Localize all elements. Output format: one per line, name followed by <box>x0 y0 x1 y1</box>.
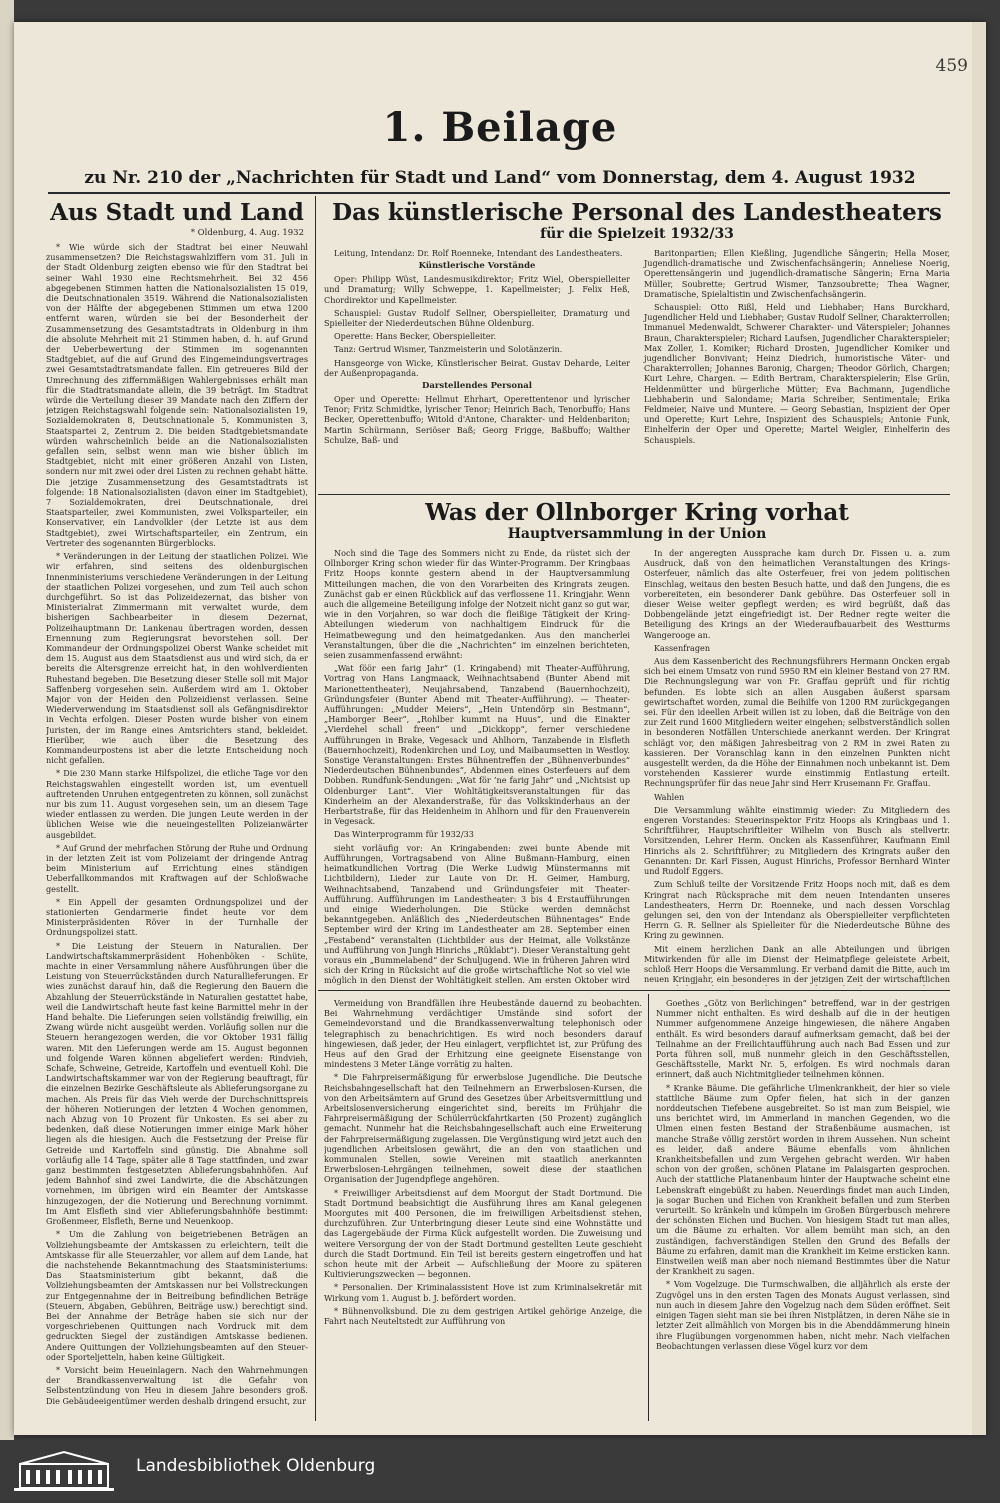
section-heading: Aus Stadt und Land <box>50 200 304 226</box>
article-paragraph: In der angeregten Aussprache kam durch Dr. Fissen u. a. zum Ausdruck, daß von den heimatlichen Veranstaltungen des Krings-Osterfeuer, nämlich das alte Osterfeuer, frei von jedem politischen Einschlag, weitaus den besten Besuch hatte, und daß den Jungens, die es vorbereiteten, ein besonderer Dank gebühre. Das Osterfeuer soll in dieser Weise weiter gepflegt werden; es wird begrüßt, daß das Dobbengelände jetzt eingefriedigt ist. Der Redner regte weiter die Beteiligung des Krings an der Wiederaufbauarbeit des Westturms Wangerooge an. <box>644 548 950 640</box>
article-body <box>46 242 308 1406</box>
article-heading: Was der Ollnborger Kring vorhat <box>425 500 849 526</box>
article-paragraph: Baritonpartien; Ellen Kießling, Jugendliche Sängerin; Hella Moser, Jugendlich-dramatische und Zwischenfachsängerin; Anneliese Noerig, Operettensängerin und jugendlich-dramatische Sängerin; Erna Maria Müller, Soubrette; Gertrud Wismer, Tanzsoubrette; Thea Wagner, Dramatische, Spielaltistin und Zwischenfachsängerin. <box>644 248 950 299</box>
section-subheading: Darstellendes Personal <box>421 381 533 392</box>
article-right-column <box>644 248 950 448</box>
article-body <box>324 998 642 1326</box>
article-left-column <box>324 548 630 986</box>
article-landestheater <box>324 200 950 492</box>
article-paragraph: Oper und Operette: Hellmut Ehrhart, Operettentenor und lyrischer Tenor; Fritz Schmidtke, lyrischer Tenor; Heinrich Bach, Tenorbuffo; Hans Becker, Operettenbuffo; Witold d'Antone, Charakter- und Heldenbariton; Martin Schürmann, Seriöser Baß; Georg Frigge, Baßbuffo; Walther Schulze, Baß- und <box>324 394 630 445</box>
article-ollnborger-kring <box>324 500 950 986</box>
page-fold-edge <box>972 22 986 1435</box>
viewer-footer <box>0 1440 1000 1503</box>
article-paragraph: Noch sind die Tage des Sommers nicht zu Ende, da rüstet sich der Ollnborger Kring schon wieder für das Winter-Programm. Der Kringbaas Fritz Hoops konnte gestern abend in der Hauptversammlung Mitteilungen machen, die von den Vorarbeiten des Kringrats zeugen. Zunächst gab er einen Rückblick auf das verflossene 11. Kringjahr. Wenn auch die allgemeine Beteiligung infolge der Notzeit nicht ganz so gut war, wie in den Vorjahren, so war doch die fleißige Tätigkeit der Kring-Abteilungen wiederum von nachhaltigem Eindruck für die Heimatbewegung und den heimatgedanken. Aus den mancherlei Veranstaltungen, über die die „Nachrichten“ im einzelnen berichteten, seien zusammenfassend erwähnt: <box>324 548 630 661</box>
column-rule-right <box>648 994 649 1421</box>
article-paragraph: * Freiwilliger Arbeitsdienst auf dem Moorgut der Stadt Dortmund. Die Stadt Dortmund beabsichtigt die Ausführung ihres am Kanal gelegenen Moorgutes mit 400 Personen, die im freiwilligen Arbeitsdienst stehen, durchzuführen. Zur Unterbringung dieser Leute sind eine Wohnstätte und das Lagergebäude der Firma Kück aufgestellt worden. Die Zuweisung und weitere Versorgung der von der Stadt Dortmund gestellten Leute geschieht durch die Stadt Dortmund. Ein Teil ist bereits gestern eingetroffen und hat schon heute mit der Arbeit — Aufschließung der Moore zu späteren Kultivierungszwecken — begonnen. <box>324 1187 642 1280</box>
article-paragraph: * Veränderungen in der Leitung der staatlichen Polizei. Wie wir erfahren, sind seitens des oldenburgischen Innenministeriums verschiedene Veränderungen in der Leitung der staatlichen Polizei vorgesehen, und zum Teil auch schon durchgeführt. So ist das Polizeidezernat, das bisher von Ministerialrat Zimmermann mit verwaltet wurde, dem bisherigen Sachbearbeiter in diesem Dezernat, Polizeihauptmann Dr. Lankenau übertragen worden, dessen Ernennung zum Regierungsrat bevorstehen soll. Der Kommandeur der Ordnungspolizei Oberst Wanke scheidet mit dem 15. August aus dem Staatsdienst aus und wird sich, da er bereits die Altersgrenze erreicht hat, in den wohlverdienten Ruhestand begeben. Die Besetzung dieser Stelle soll mit Major Saffenberg vorgesehen sein. Außerdem wird am 1. Oktober Major von der Heiden den Polizeidienst verlassen. Seine Wiederverwendung im Staatsdienst soll als Gefängnisdirektor in Vechta erfolgen. Dieser Posten wurde bisher von einem Juristen, der im Range eines Amtsrichters stand, bekleidet. Hierüber, wie auch über die Besetzung des Kommandeurpostens ist aber die letzte Entscheidung noch nicht gefallen. <box>46 551 308 766</box>
article-paragraph: Schauspiel: Gustav Rudolf Sellner, Oberspielleiter, Dramaturg und Spielleiter der Niederdeutschen Bühne Oldenburg. <box>324 307 630 329</box>
article-subheading: für die Spielzeit 1932/33 <box>540 226 734 242</box>
article-body <box>656 998 950 1351</box>
article-subheading: Hauptversammlung in der Union <box>507 526 767 542</box>
article-paragraph: „Wat föör een farig Jahr“ (1. Kringabend) mit Theater-Aufführung, Vortrag von Hans Langmaack, Weihnachtsabend (Bunter Abend mit Marionettentheater), Neujahrsabend, Tanzabend (Bauernhochzeit), Gründungsfeier (Bunter Abend mit Theater-Aufführung). — Theater-Aufführungen: „Mudder Meiers“, „Hein Untendörp sin Bestmann“, „Hamborger Beer“, „Rohlber kummt na Huus“, und die Einakter „Vierdehel schall freen“ und „Dickkopp“, ferner verschiedene Aufführungen in Brake, Vegesack und Ahlhorn, Tanzabende in Elsfleth (Bauernhochzeit), Rodenkirchen und Loy, und Maibaumsetten in Westloy. Sonstige Veranstaltungen: Erstes Bühnentreffen der „Bühnenverbundes“ Niederdeutschen Bühnenbundes“, Abdenmen eines Osterfeuers auf dem Dobben. Rundfunk-Sendungen: „Wat för ’ne farig Jahr“ und „Nichtsist up Oldenburger Lant“. Vier Wohltätigkeitsveranstaltungen für das Kinderheim an der Alexanderstraße, für das Volkskinderhaus an der Herbartstraße, für das Heidenheim in Ahlhorn und für den Frauenverein in Vegesack. <box>324 663 630 827</box>
article-paragraph: Vermeidung von Brandfällen ihre Heubestände dauernd zu beobachten. Bei Wahrnehmung verdächtiger Umstände sind sofort der Gemeindevorstand und die Brandkassenverwaltung telephonisch oder telegraphisch zu benachrichtigen. Es wird noch besonders darauf hingewiesen, daß jeder, der Heu einlagert, verpflichtet ist, zur Prüfung des Heus auf den Grad der Erhitzung eine geeignete Eisenstange von mindestens 3 Meter Länge vorrätig zu halten. <box>324 998 642 1070</box>
article-paragraph: * Die Leistung der Steuern in Naturalien. Der Landwirtschaftskammerpräsident Hohenböken - Schüte, machte in einer Versammlung nähere Ausführungen über die Leistung von Steuerrückständen durch Naturallieferungen. Er wies zunächst darauf hin, daß die Regierung den Bauern die Abzahlung der Steuerrückstände in Naturalien gestattet habe, weil die Landwirtschaft heute fast keine Barmittel mehr in der Hand behalte. Die Lieferungen seien vollständig freiwillig, ein Zwang würde nicht ausgeübt werden. Vorläufig sollen nur die Steuern herangezogen werden, die vor Oktober 1931 fällig waren. Mit den Lieferungen werde am 15. August begonnen und folgende Waren können abgeliefert werden: Rindvieh, Schafe, Schweine, Getreide, Kartoffeln und eventuell Kohl. Die Landwirtschaftskammer war von der Regierung beauftragt, für die einzelnen Bezirke Geschäftsleute als Ablieferungsorgane zu machen. Als Preis für das Vieh werde der Durchschnittspreis der höheren Notierungen der letzten 4 Wochen genommen, nach Abzug von 10 Prozent für Unkosten. Es sei aber zu bedenken, daß diese Notierungen immer einige Mark höher liegen als die hiesigen. Auch die Festsetzung der Preise für Getreide und Kartoffeln sind günstig. Die Abnahme soll vorläufig alle 14 Tage, später alle 8 Tage stattfinden, und zwar ganz bestimmten festgesetzten Ablieferungsbahnhöfen. Auf jedem Bahnhof sind zwei Landwirte, die die Abschätzungen vornehmen, im übrigen wird ein Beamter der Amtskasse hinzugezogen, der die Notierung und Berechnung vornimmt. Im Amt Elsfleth sind vier Ablieferungsbahnhöfe bestimmt: Großenmeer, Elsfleth, Berne und Neuenkoop. <box>46 940 308 1227</box>
article-heading: Das künstlerische Personal des Landestheaters <box>332 200 942 226</box>
article-paragraph: Die Versammlung wählte einstimmig wieder: Zu Mitgliedern des engeren Vorstandes: Steuerinspektor Fritz Hoops als Kringbaas und 1. Schriftführer, Hauptschriftleiter Wilhelm von Busch als stellvertr. Vorsitzenden, Lehrer Herm. Oncken als Kassenführer, Kaufmann Emil Hinrichs als 2. Schriftführer; zu Mitgliedern des Kringrats außer den Genannten: Dr. Karl Fissen, August Hinrichs, Professor Bernhard Winter und Rudolf Eggers. <box>644 804 950 877</box>
column-aus-stadt-und-land <box>46 200 308 1422</box>
article-paragraph: * Kranke Bäume. Die gefährliche Ulmenkrankheit, der hier so viele stattliche Bäume zum Opfer fielen, hat sich in der ganzen norddeutschen Tiefebene ausgebreitet. So ist man zum Beispiel, wie uns berichtet wird, im Ammerland in manchen Gegenden, wo die Ulmen einen festen Bestand der Straßenbäume ausmachen, ist manche Straße völlig zerstört worden in ihrem Aussehen. Nun scheint es leider, daß andere Bäume ebenfalls vom ähnlichen Krankheitsbefallen und zum Vergehen gebracht werden. Wir haben schon von der großen, schönen Platane im Palaisgarten gesprochen. Auch der stattliche Platanenbaum hinter der Hauptwache scheint eine Lebenskraft eingebüßt zu haben. Neuerdings findet man auch Linden, ja sogar Buchen und Eichen von Krankheit befallen und zum Sterben verurteilt. So kränkeln und kümpeln im Großen Bürgerbusch mehrere der schönsten Eichen und Buchen. Von hiesigem Stadt tut man alles, um die Bäume zu erhalten. Vor allem bemüht man sich, an den zuständigen, fachverständigen Stellen den Grund des Befalls der Bäume zu erfahren, damit man die Krankheit im Keime ersticken kann. Einstweilen weiß man aber noch niemand Bestimmtes über die Natur der Krankheit zu sagen. <box>656 1082 950 1277</box>
library-name: Landesbibliothek Oldenburg <box>136 1456 376 1476</box>
section-rule-theater <box>318 494 950 495</box>
masthead-subtitle: zu Nr. 210 der „Nachrichten für Stadt und Land“ vom Donnerstag, dem 4. August 1932 <box>84 168 916 188</box>
masthead-rule <box>48 192 950 194</box>
article-paragraph: Mit einem herzlichen Dank an alle Abteilungen und übrigen Mitwirkenden für alle im Dienst der Heimatpflege geleistete Arbeit, schloß Herr Hoops die Versammlung. Er verband damit die Bitte, auch im neuen Kringjahr, ein besonderes in der jetzigen Zeit der wirtschaftlichen <box>644 943 950 985</box>
article-paragraph: Aus dem Kassenbericht des Rechnungsführers Hermann Oncken ergab sich bei einem Umsatz von rund 5950 RM ein kleiner Bestand von 27 RM. Die Rechnungslegung war von Fr. Graffau geprüft und für richtig befunden. Es lobte sich an allen Ausgaben äußerst sparsam gewirtschaftet worden, zumal die Beihilfe von 1200 RM zurückgegangen sei. Für den ideellen Arbeit willen ist zu loben, daß die Beiträge von den zur Zeit rund 1600 Mitgliedern weiter eingehen; selbstverständlich sollen in besonderen Notfällen Unterschiede anerkannt werden. Der Kringrat schlägt vor, den mäßigen Jahresbeitrag von 2 RM in zwei Raten zu kassieren. Der Voranschlag kann in den einzelnen Punkten nicht ausgestellt werden, da die Höhe der Einnahmen noch unbekannt ist. Dem vorstehenden Kassierer wurde einstimmig Entlastung erteilt. Rechnungsprüfer für das neue Jahr sind Herr Krusemann Fr. Graffau. <box>644 656 950 789</box>
newspaper-page <box>14 22 986 1435</box>
article-paragraph: * Ein Appell der gesamten Ordnungspolizei und der stationierten Gendarmerie findet heute vor dem Ministerpräsidenten Röver in der Turnhalle der Ordnungspolizei statt. <box>46 896 308 938</box>
article-paragraph: * Wie würde sich der Stadtrat bei einer Neuwahl zusammensetzen? Die Reichstagswahlziffern vom 31. Juli in der Stadt Oldenburg zeigten ebenso wie für den Stadtrat bei seiner Wahl 1930 eine Rechtsmehrheit. Bei 32 456 abgegebenen Stimmen hatten die Nationalsozialisten 15 019, die Deutschnationalen 3519. Während die Nationalsozialisten von der Hälfte der abgegebenen Stimmen um etwa 1200 entfernt waren, würden sie bei der Besonderheit der Zusammensetzung des Gesamtstadtrats in Oldenburg in ihm die absolute Mehrheit mit 21 Stimmen haben, d. h. auf Grund der Ueberbewertung der Stimmen im sogenannten Stadtgebiet, auf die auf Grund des Eingemeindungsvertrages zwei Gesamtstadtratsmandate fallen. Ein getreueres Bild der Umrechnung des ziffernmäßigen Wahlergebnisses erhält man für die Stadtratsmandate allein, die 39 beträgt. Im Stadtrat würde die Verteilung dieser 39 Mandate nach den Ziffern der jetzigen Reichstagswahl folgende sein: Nationalsozialisten 19, Sozialdemokraten 8, Deutschnationale 5, Kommunisten 3, Staatspartei 2, Zentrum 2. Die beiden Stadtgebietsmandate würden wahrscheinlich beide an die Nationalsozialisten gefallen sein, selbst wenn man wie bisher üblich im Stadtgebiet, nicht mit einer größeren Anzahl von Listen, sondern nur mit zwei oder drei Listen zu rechnen gehabt hätte. Die jetzige Zusammensetzung des Gesamtstadtrats ist folgende: 18 Nationalsozialisten (davon einer im Stadtgebiet), 7 Sozialdemokraten, drei Deutschnationale, drei Staatsparteiler, zwei Kommunisten, zwei Volksparteiler, ein Konservativer, ein Landvolkler (der Letzte ist aus dem Stadtgebiet), zwei Wirtschaftsparteiler, ein Zentrum, ein Vertreter des sogenannten Bürgerblocks. <box>46 242 308 548</box>
article-paragraph: Leitung, Intendanz: Dr. Rolf Roenneke, Intendant des Landestheaters. <box>334 248 623 258</box>
article-paragraph: * Vorsicht beim Heueinlagern. Nach den Wahrnehmungen der Brandkassenverwaltung ist die Gefahr von Selbstentzündung von Heu in diesem Jahre besonders groß. Die Gebäudeeigentümer werden deshalb dringend ersucht, zur <box>46 1364 308 1406</box>
article-paragraph: Goethes „Götz von Berlichingen“ betreffend, war in der gestrigen Nummer nicht enthalten. Es wird deshalb auf die in der heutigen Nummer aufgenommene Anzeige hingewiesen, die nähere Angaben enthält. Es wird besonders darauf aufmerksam gemacht, daß bei der Teilnahme an der Freilichtaufführung auch nach Bad Essen und zur Porta führen soll, muß nunmehr gleich in den Geschäftsstellen, Geschäftsstelle, Markt Nr. 5, erfolgen. Es wird nochmals daran erinnert, daß auch Nichtmitglieder teilnehmen können. <box>656 998 950 1080</box>
section-rule-kring <box>318 990 950 991</box>
article-paragraph: * Auf Grund der mehrfachen Störung der Ruhe und Ordnung in der letzten Zeit ist vom Polizeiamt der dringende Antrag beim Ministerium auf Errichtung eines ständigen Ueberfallkommandos mit Kraftwagen auf der Schloßwache gestellt. <box>46 842 308 894</box>
article-paragraph: Hansgeorge von Wicke, Künstlerischer Beirat. Gustav Deharde, Leiter der Außenpropaganda. <box>324 357 630 378</box>
column-lokales-rechts <box>656 998 950 1422</box>
article-paragraph: * Um die Zahlung von beigetriebenen Beträgen an Vollziehungsbeamte der Amtskassen zu erleichtern, teilt die Amtskasse für alle Steuerzahler, vor allem auf dem Lande, hat die nachstehende Bekanntmachung des Staatsministeriums: Das Staatsministerium gibt bekannt, daß die Vollziehungsbeamten der Amtskassen nur bei Vollstreckungen zur Entgegennahme der in Beitreibung befindlichen Beträge (Steuern, Abgaben, Gebühren, Beiträge usw.) berechtigt sind. Bei der Annahme der Beträge haben sie sich nur der vorgeschriebenen Quittungen nach Vordruck mit dem gedruckten Siegel der zuständigen Amtskasse bedienen. Andere Quittungen der Vollziehungsbeamten auf den Steuer- oder Sporteljetteln, haben keine Gültigkeit. <box>46 1229 308 1362</box>
article-paragraph: Operette: Hans Becker, Oberspielleiter. <box>334 331 497 342</box>
dateline: * Oldenburg, 4. Aug. 1932 <box>190 228 304 238</box>
article-paragraph: Das Winterprogramm für 1932/33 <box>334 829 474 840</box>
article-paragraph: Tanz: Gertrud Wismer, Tanzmeisterin und Solotänzerin. <box>334 344 563 355</box>
article-paragraph: * Vom Vogelzuge. Die Turmschwalben, die alljährlich als erste der Zugvögel uns in den ersten Tagen des Monats August verlassen, sind nun auch in diesem Jahre den Vogelzug nach dem Süden eröffnet. Seit einigen Tagen sieht man sie bei ihren Nistplätzen, in deren Nähe sie in letzter Zeit allmählich von Morgen bis in die Abenddämmerung hinein ihre Flugübungen vorgenommen haben, nicht mehr. Nach vielfachen Beobachtungen verlassen diese Vögel kurz vor dem <box>656 1279 950 1351</box>
article-paragraph: * Bühnenvolksbund. Die zu dem gestrigen Artikel gehörige Anzeige, die Fahrt nach Neuteltstedt zur Aufführung von <box>324 1305 642 1327</box>
page-number: 459 <box>935 56 968 76</box>
article-paragraph: Wahlen <box>654 791 685 802</box>
section-subheading: Künstlerische Vorstände <box>418 261 536 272</box>
article-paragraph: Oper: Philipp Wüst, Landesmusikdirektor; Fritz Wiel, Oberspielleiter und Dramaturg; Willy Schweppe, 1. Kapellmeister; J. Felix Heß, Chordirektor und Kapellmeister. <box>324 274 630 305</box>
article-paragraph: Zum Schluß teilte der Vorsitzende Fritz Hoops noch mit, daß es dem Kringrat nach Rücksprache mit dem neuen Intendanten unseres Landestheaters, Herrn Dr. Roenneke, und nach dessen Vorschlag gelungen sei, den von der Intendanz als Oberspielleiter verpflichteten Herrn G. R. Sellner als Spielleiter für die Niederdeutsche Bühne des Kring zu gewinnen. <box>644 879 950 941</box>
article-paragraph: sieht vorläufig vor: An Kringabenden: zwei bunte Abende mit Aufführungen, Vortragsabend von Aline Bußmann-Hamburg, einen heimatkundlichen Vortrag (Die Werke Ludwig Münstermanns mit Lichtbildern), Lieder zur Laute von Dr. H. Geimer, Hamburg, Weihnachtsabend, Tanzabend und Gründungsfeier mit Theater-Aufführung. Aufführungen im Landestheater: 3 bis 4 Erstaufführungen und einige Wiederholungen. Die Stücke werden demnächst bekanntgegeben. Anläßlich des „Niederdeutschen Bühnentages“ Ende September wird der Kring im Landestheater am 28. September einen „Festabend“ veranstalten (Lichtbilder aus der Heimat, alle Volkstänze und Aufführung von Jungh Hinrichs „Rüklabt“). Dieser Veranstaltung geht voraus ein „Bummelabend“ der Schuljugend. Wie in früheren Jahren wird sich der Kring in Rücksicht auf die große wirtschaftliche Not so viel wie möglich in den Dienst der Wohltätigkeit stellen. Am ersten Oktober wird <box>324 842 630 986</box>
article-paragraph: Kassenfragen <box>654 642 711 653</box>
masthead-title: 1. Beilage <box>382 104 618 151</box>
column-rule-left <box>315 196 316 1421</box>
previous-page-edge <box>0 0 14 1440</box>
article-right-column <box>644 548 950 986</box>
article-paragraph: * Personalien. Der Kriminalassistent Hove ist zum Kriminalsekretär mit Wirkung vom 1. August b. J. befördert worden. <box>324 1282 642 1303</box>
article-paragraph: * Die 230 Mann starke Hilfspolizei, die etliche Tage vor den Reichstagswahlen eingestellt worden ist, um eventuell auftretenden Unruhen entgegentreten zu können, soll zunächst nur bis zum 11. August vorgesehen sein, um an diesem Tage wieder entlassen zu werden. Die jungen Leute werden in der üblichen Weise wie die neueingestellten Polizeianwärter ausgebildet. <box>46 768 308 840</box>
article-paragraph: * Die Fahrpreisermäßigung für erwerbslose Jugendliche. Die Deutsche Reichsbahngesellschaft hat den Teilnehmern an Erwerbslosen-Kursen, die von den Arbeitsämtern auf Grund des Gesetzes über Arbeitsvermittlung und Arbeitslosenversicherung eingerichtet sind, bereits im Frühjahr die Fahrpreisermäßigung der Schülerrückfahrtkarten (50 Prozent) zugänglich gemacht. Nunmehr hat die Reichsbahngesellschaft auch eine Erweiterung der Fahrpreisermäßigung zugelassen. Die Vergünstigung wird jetzt auch den jugendlichen Arbeitslosen gewährt, die an den von staatlichen und kommunalen Stellen, sowie Vereinen mit staatlich anerkannten Erwerbslosen-Lehrgängen teilnehmen, soweit diese der staatlichen Organisation der Jugendpflege angehören. <box>324 1072 642 1185</box>
article-paragraph: Schauspiel: Otto Rißl, Held und Liebhaber; Hans Burckhard, Jugendlicher Held und Liebhaber; Gustav Rudolf Sellner, Charakterrollen; Immanuel Medenwaldt, Schwerer Charakter- und Väterspieler; Johannes Braun, Charakterspieler; Richard Laufsen, Jugendlicher Charakterspieler; Max Zoller, 1. Komiker; Richard Drosten, Jugendlicher Komiker und jugendlicher Bonvivant; Heinz Diedrich, humoristische Väter- und Charakterrollen; Johannes Baronig, Chargen; Theodor Görlich, Chargen; Kurt Lehre, Chargen. — Edith Bertram, Charakterspielerin; Else Grün, Heldenmütter und bürgerliche Mütter; Eva Bachmann, Jugendliche Liebhaberin und Salondame; Maria Schreiber, Sentimentale; Erika Feldmeier, Naive und Muntere. — Georg Sebastian, Inspizient der Oper und Operette; Kurt Lehre, Inspizient des Schauspiels; Antonie Funk, Einhelferin der Oper und Operette; Martel Weigler, Einhelferin des Schauspiels. <box>644 302 950 445</box>
article-left-column <box>324 248 630 448</box>
library-building-logo <box>12 1450 116 1494</box>
column-lokales-mitte <box>324 998 642 1422</box>
